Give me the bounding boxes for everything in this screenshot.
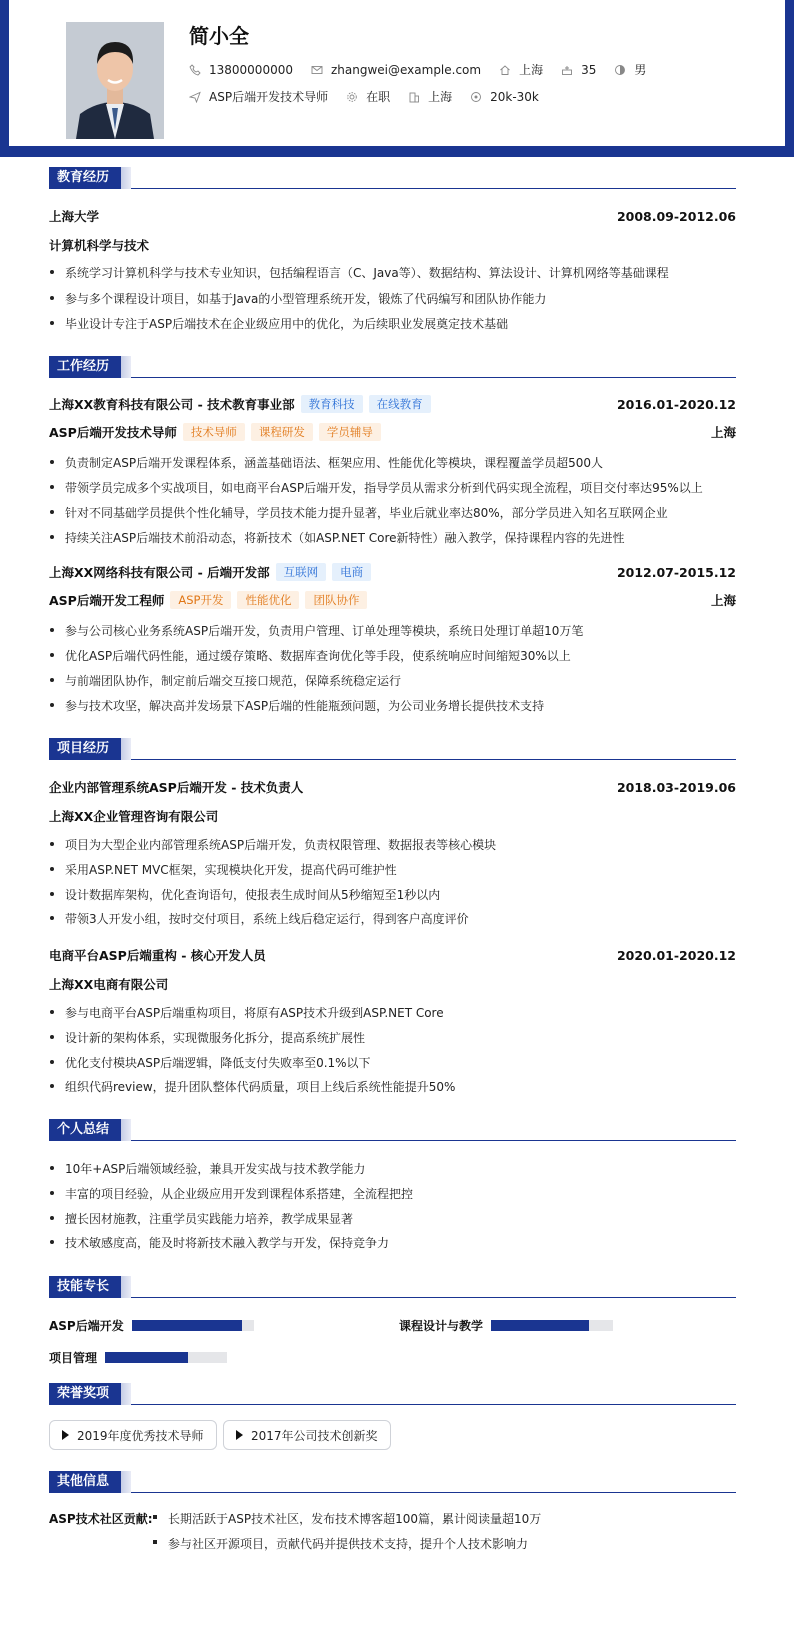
skill-item bbox=[49, 1349, 227, 1366]
target-position-value: ASP后端开发技术导师 bbox=[209, 90, 329, 104]
education-period: 2008.09-2012.06 bbox=[616, 208, 736, 224]
company-tag: 教育科技 bbox=[301, 395, 363, 413]
role-tag: 团队协作 bbox=[305, 591, 367, 609]
phone-value: 13800000000 bbox=[209, 62, 293, 77]
section-label: 项目经历 bbox=[49, 738, 121, 760]
list-item: 丰富的项目经验，从企业级应用开发到课程体系搭建，全流程把控 bbox=[49, 1185, 736, 1202]
section-label: 教育经历 bbox=[49, 167, 121, 189]
contact-row bbox=[189, 61, 664, 78]
building-icon bbox=[408, 91, 420, 103]
list-item: 长期活跃于ASP技术社区，发布技术博客超100篇，累计阅读量超10万 bbox=[152, 1510, 541, 1527]
send-icon bbox=[189, 91, 201, 103]
role-tag: 课程研发 bbox=[251, 423, 313, 441]
project-company: 上海XX企业管理咨询有限公司 bbox=[49, 809, 219, 824]
skill-bar-fill bbox=[491, 1320, 589, 1331]
company-name: 上海XX教育科技有限公司 - 技术教育事业部 bbox=[49, 397, 295, 412]
gear-icon bbox=[346, 91, 358, 103]
skill-bar bbox=[132, 1320, 254, 1331]
list-item: 项目为大型企业内部管理系统ASP后端开发，负责权限管理、数据报表等核心模块 bbox=[49, 836, 736, 853]
skill-name: ASP后端开发 bbox=[49, 1319, 124, 1333]
work-section-title bbox=[49, 356, 736, 378]
section-label: 工作经历 bbox=[49, 356, 121, 378]
section-label: 个人总结 bbox=[49, 1119, 121, 1141]
education-section-title bbox=[49, 167, 736, 189]
job-header bbox=[49, 563, 736, 581]
salary-value: 20k-30k bbox=[490, 89, 539, 104]
company-tag: 互联网 bbox=[276, 563, 327, 581]
skill-item bbox=[399, 1317, 613, 1334]
list-item: 组织代码review，提升团队整体代码质量，项目上线后系统性能提升50% bbox=[49, 1078, 736, 1095]
project-header bbox=[49, 946, 736, 964]
home-icon bbox=[499, 64, 511, 76]
avatar-photo bbox=[66, 22, 164, 139]
project-name: 企业内部管理系统ASP后端开发 - 技术负责人 bbox=[49, 780, 304, 795]
city bbox=[499, 61, 543, 78]
list-item: 毕业设计专注于ASP后端技术在企业级应用中的优化，为后续职业发展奠定技术基础 bbox=[49, 315, 736, 332]
candidate-name: 简小全 bbox=[189, 24, 249, 48]
education-major-row bbox=[49, 236, 736, 254]
job-status bbox=[346, 88, 390, 105]
avatar bbox=[66, 22, 164, 139]
skill-bar bbox=[105, 1352, 227, 1363]
job-title-row bbox=[49, 423, 736, 441]
job-period: 2012.07-2015.12 bbox=[616, 564, 736, 580]
honor-label: 2017年公司技术创新奖 bbox=[251, 1428, 378, 1443]
project-name: 电商平台ASP后端重构 - 核心开发人员 bbox=[49, 948, 266, 963]
project-period: 2020.01-2020.12 bbox=[616, 947, 736, 963]
skills-section-title bbox=[49, 1276, 736, 1298]
email-value: zhangwei@example.com bbox=[330, 62, 482, 77]
play-icon bbox=[236, 1430, 243, 1440]
company-tag: 电商 bbox=[332, 563, 371, 581]
list-item: 参与多个课程设计项目，如基于Java的小型管理系统开发，锻炼了代码编写和团队协作能力 bbox=[49, 290, 736, 307]
honor-label: 2019年度优秀技术导师 bbox=[77, 1428, 204, 1443]
project-header bbox=[49, 778, 736, 796]
other-section-title bbox=[49, 1471, 736, 1493]
major: 计算机科学与技术 bbox=[49, 238, 150, 253]
company-name: 上海XX网络科技有限公司 - 后端开发部 bbox=[49, 565, 270, 580]
age bbox=[561, 63, 596, 77]
job-title: ASP后端开发技术导师 bbox=[49, 425, 177, 440]
section-label: 其他信息 bbox=[49, 1471, 121, 1493]
list-item: 带领学员完成多个实战项目，如电商平台ASP后端开发，指导学员从需求分析到代码实现全流程，项目交付率达95%以上 bbox=[49, 479, 736, 496]
job-title: ASP后端开发工程师 bbox=[49, 593, 165, 608]
skill-item bbox=[49, 1317, 254, 1334]
list-item: 持续关注ASP后端技术前沿动态，将新技术（如ASP.NET Core新特性）融入教学，保持课程内容的先进性 bbox=[49, 529, 736, 546]
role-tag: 学员辅导 bbox=[319, 423, 381, 441]
honors-section-title bbox=[49, 1383, 736, 1405]
role-tag: 技术导师 bbox=[183, 423, 245, 441]
phone-icon bbox=[189, 64, 201, 76]
skill-name: 项目管理 bbox=[49, 1351, 98, 1365]
skill-bar-fill bbox=[132, 1320, 242, 1331]
gender-value: 男 bbox=[634, 63, 647, 77]
list-item: 参与技术攻坚，解决高并发场景下ASP后端的性能瓶颈问题，为公司业务增长提供技术支持 bbox=[49, 697, 736, 714]
job-header bbox=[49, 395, 736, 413]
role-tag: ASP开发 bbox=[170, 591, 231, 609]
other-label: ASP技术社区贡献: bbox=[49, 1512, 153, 1526]
job-city: 上海 bbox=[710, 593, 736, 608]
project-company-row bbox=[49, 807, 736, 825]
school-name: 上海大学 bbox=[49, 209, 100, 224]
gender-icon bbox=[614, 64, 626, 76]
role-tag: 性能优化 bbox=[237, 591, 299, 609]
city-value: 上海 bbox=[519, 63, 544, 77]
skill-name: 课程设计与教学 bbox=[399, 1319, 484, 1333]
target-city bbox=[408, 88, 452, 105]
honor-badge bbox=[223, 1420, 391, 1450]
job-title-row bbox=[49, 591, 736, 609]
list-item: 技术敏感度高，能及时将新技术融入教学与开发，保持竞争力 bbox=[49, 1234, 736, 1251]
header bbox=[0, 0, 794, 157]
intent-row bbox=[189, 88, 557, 105]
project-company-row bbox=[49, 975, 736, 993]
age-value: 35 bbox=[581, 62, 597, 77]
play-icon bbox=[62, 1430, 69, 1440]
section-label: 荣誉奖项 bbox=[49, 1383, 121, 1405]
summary-section-title bbox=[49, 1119, 736, 1141]
gender bbox=[614, 61, 646, 78]
section-label: 技能专长 bbox=[49, 1276, 121, 1298]
skill-bar bbox=[491, 1320, 613, 1331]
phone bbox=[189, 63, 293, 77]
salary bbox=[470, 90, 539, 104]
job-period: 2016.01-2020.12 bbox=[616, 396, 736, 412]
list-item: 与前端团队协作，制定前后端交互接口规范，保障系统稳定运行 bbox=[49, 672, 736, 689]
mail-icon bbox=[311, 64, 323, 76]
list-item: 参与电商平台ASP后端重构项目，将原有ASP技术升级到ASP.NET Core bbox=[49, 1004, 736, 1021]
project-company: 上海XX电商有限公司 bbox=[49, 977, 169, 992]
target-city-value: 上海 bbox=[428, 90, 453, 104]
company-tag: 在线教育 bbox=[369, 395, 431, 413]
job-status-value: 在职 bbox=[366, 90, 391, 104]
salary-icon bbox=[470, 91, 482, 103]
list-item: 设计数据库架构，优化查询语句，使报表生成时间从5秒缩短至1秒以内 bbox=[49, 886, 736, 903]
project-period: 2018.03-2019.06 bbox=[616, 779, 736, 795]
list-item: 采用ASP.NET MVC框架，实现模块化开发，提高代码可维护性 bbox=[49, 861, 736, 878]
email bbox=[311, 63, 481, 77]
job-city: 上海 bbox=[710, 425, 736, 440]
skill-bar-fill bbox=[105, 1352, 188, 1363]
list-item: 针对不同基础学员提供个性化辅导，学员技术能力提升显著，毕业后就业率达80%，部分学员进入知名互联网企业 bbox=[49, 504, 736, 521]
list-item: 参与公司核心业务系统ASP后端开发，负责用户管理、订单处理等模块，系统日处理订单超10万笔 bbox=[49, 622, 736, 639]
list-item: 负责制定ASP后端开发课程体系，涵盖基础语法、框架应用、性能优化等模块，课程覆盖学员超500人 bbox=[49, 454, 736, 471]
list-item: 系统学习计算机科学与技术专业知识，包括编程语言（C、Java等）、数据结构、算法设计、计算机网络等基础课程 bbox=[49, 264, 736, 281]
honor-badge bbox=[49, 1420, 217, 1450]
list-item: 优化ASP后端代码性能，通过缓存策略、数据库查询优化等手段，使系统响应时间缩短30%以上 bbox=[49, 647, 736, 664]
target-position bbox=[189, 88, 328, 105]
list-item: 擅长因材施教，注重学员实践能力培养，教学成果显著 bbox=[49, 1210, 736, 1227]
list-item: 10年+ASP后端领域经验，兼具开发实战与技术教学能力 bbox=[49, 1160, 736, 1177]
list-item: 参与社区开源项目，贡献代码并提供技术支持，提升个人技术影响力 bbox=[152, 1535, 528, 1552]
list-item: 带领3人开发小组，按时交付项目，系统上线后稳定运行，得到客户高度评价 bbox=[49, 910, 736, 927]
projects-section-title bbox=[49, 738, 736, 760]
age-icon bbox=[561, 64, 573, 76]
list-item: 设计新的架构体系，实现微服务化拆分，提高系统扩展性 bbox=[49, 1029, 736, 1046]
header-card bbox=[9, 0, 785, 146]
education-header bbox=[49, 207, 736, 225]
list-item: 优化支付模块ASP后端逻辑，降低支付失败率至0.1%以下 bbox=[49, 1054, 736, 1071]
